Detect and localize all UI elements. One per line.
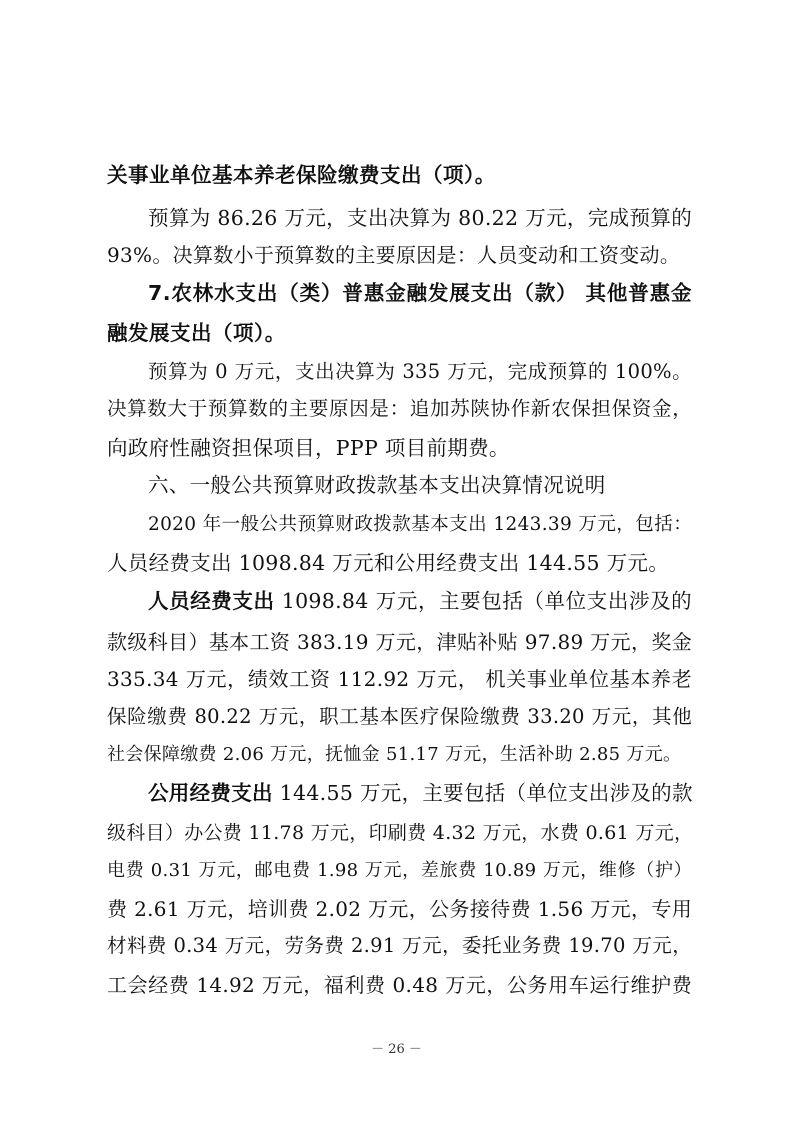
paragraph-line: 预算为 0 万元，支出决算为 335 万元，完成预算的 100%。 bbox=[148, 360, 692, 383]
paragraph-line: 社会保障缴费 2.06 万元，抚恤金 51.17 万元，生活补助 2.85 万元。 bbox=[107, 744, 682, 765]
inline-text: 144.55 万元，主要包括（单位支出涉及的款 bbox=[272, 781, 693, 805]
paragraph-line: 向政府性融资担保项目，PPP 项目前期费。 bbox=[107, 436, 510, 460]
heading-continuation: 关事业单位基本养老保险缴费支出（项）。 bbox=[107, 163, 496, 187]
paragraph-line: 工会经费 14.92 万元，福利费 0.48 万元，公务用车运行维护费 bbox=[107, 973, 692, 997]
section-heading-continuation: 融发展支出（项）。 bbox=[107, 321, 286, 345]
page-number: － 26 － bbox=[371, 1042, 422, 1057]
chapter-heading: 六、一般公共预算财政拨款基本支出决算情况说明 bbox=[148, 473, 606, 497]
inline-text: 1098.84 万元，主要包括（单位支出涉及的 bbox=[274, 589, 692, 613]
paragraph-line bbox=[148, 778, 692, 808]
paragraph-line: 预算为 86.26 万元，支出决算为 80.22 万元，完成预算的 bbox=[148, 206, 692, 230]
inline-bold-label: 公用经费支出 bbox=[148, 781, 273, 805]
paragraph-line: 保险缴费 80.22 万元，职工基本医疗保险缴费 33.20 万元，其他 bbox=[107, 705, 692, 728]
paragraph-line: 人员经费支出 1098.84 万元和公用经费支出 144.55 万元。 bbox=[107, 551, 670, 575]
paragraph-line: 款级科目）基本工资 383.19 万元，津贴补贴 97.89 万元，奖金 bbox=[107, 630, 692, 654]
paragraph-line: 材料费 0.34 万元，劳务费 2.91 万元，委托业务费 19.70 万元， bbox=[107, 934, 692, 957]
paragraph-line: 335.34 万元，绩效工资 112.92 万元， 机关事业单位基本养老 bbox=[107, 667, 692, 691]
paragraph-line: 93%。决算数小于预算数的主要原因是：人员变动和工资变动。 bbox=[107, 243, 681, 267]
paragraph-line bbox=[148, 586, 692, 616]
paragraph-line: 2020 年一般公共预算财政拨款基本支出 1243.39 万元，包括： bbox=[148, 514, 692, 535]
inline-bold-label: 人员经费支出 bbox=[148, 589, 275, 613]
paragraph-line: 电费 0.31 万元，邮电费 1.98 万元，差旅费 10.89 万元，维修（护） bbox=[107, 860, 692, 881]
paragraph-line: 级科目）办公费 11.78 万元，印刷费 4.32 万元，水费 0.61 万元， bbox=[107, 822, 694, 844]
section-heading: 7.农林水支出（类）普惠金融发展支出（款） 其他普惠金 bbox=[148, 281, 692, 305]
paragraph-line: 决算数大于预算数的主要原因是：追加苏陕协作新农保担保资金， bbox=[107, 397, 692, 420]
paragraph-line: 费 2.61 万元，培训费 2.02 万元，公务接待费 1.56 万元，专用 bbox=[107, 897, 692, 921]
